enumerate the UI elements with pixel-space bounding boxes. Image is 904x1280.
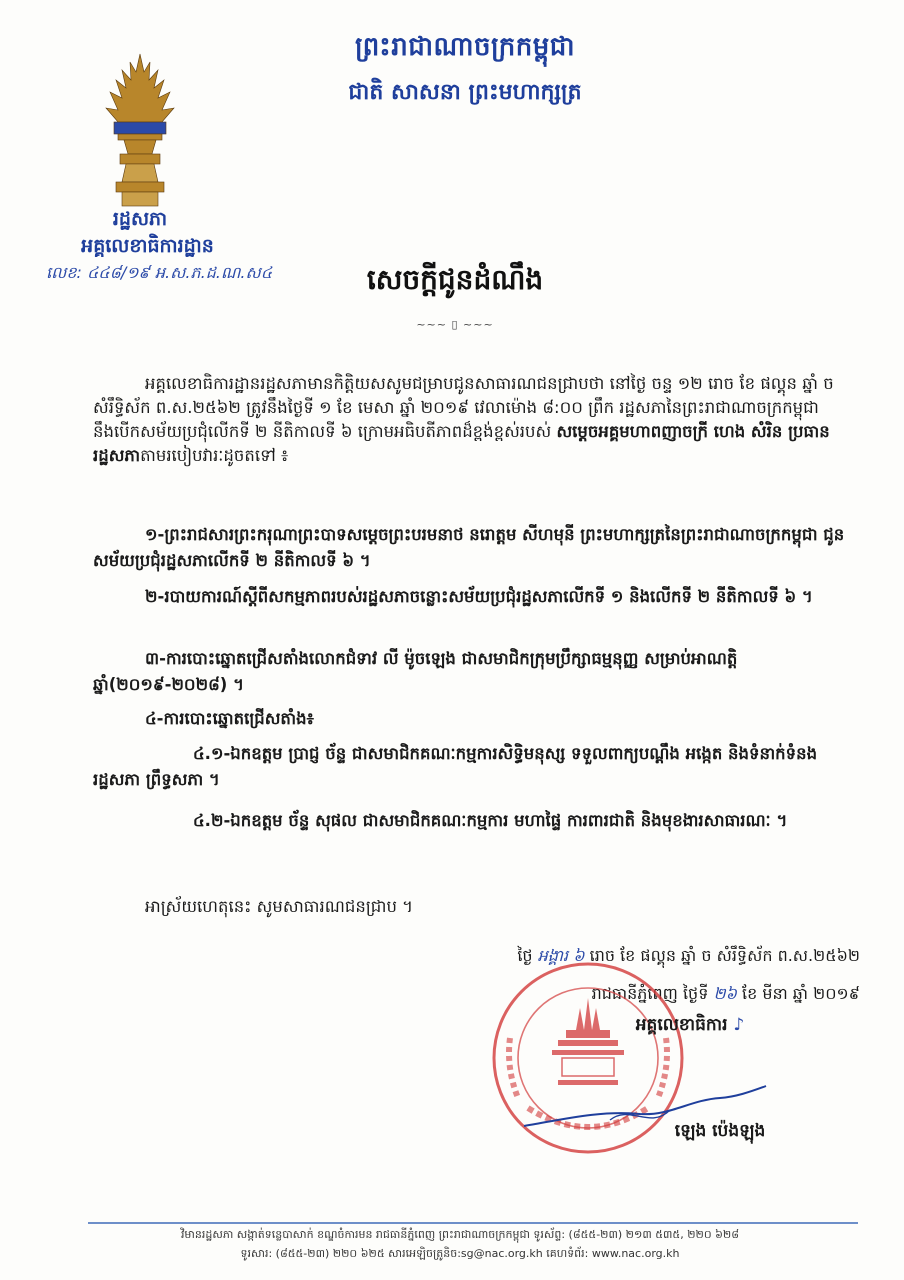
solar-day: ២៦ xyxy=(713,984,737,1003)
intro-ending: តាមរបៀបវារៈដូចតទៅ ៖ xyxy=(140,445,289,465)
footer-divider xyxy=(88,1222,858,1224)
lunar-weekday: អង្គារ xyxy=(537,946,569,965)
kingdom-heading: ព្រះរាជាណាចក្រកម្ពុជា xyxy=(355,32,575,62)
institution-department: អគ្គលេខាធិការដ្ឋាន xyxy=(81,235,214,257)
reference-number: លេខ: ៤៤៨/១៩ អ.ស.ភ.ដ.ណ.ស៤ xyxy=(46,263,273,282)
institution-name: រដ្ឋសភា xyxy=(112,208,168,230)
intro-text: អគ្គលេខាធិការដ្ឋានរដ្ឋសភាមានកិត្តិយសសូមជម្រាបជូនសាធារណជនជ្រាបថា នៅថ្ងៃ ចន្ទ ១២ រោច ខែ ផល្គុន ឆ្នាំ ច សំរឹទ្ធិស័ក ព.ស.២៥៦២ ត្រូវនឹងថ្ងៃទី ១ ខែ មេសា ឆ្នាំ ២០១៩ វេលាម៉ោង ៨:០០ ព្រឹក រដ្ឋសភានៃព្រះរាជាណាចក្រកម្ពុជា នឹងបើកសម័យប្រជុំលើកទី ២ នីតិកាលទី ៦ ក្រោមអធិបតីភាពដ៏ខ្ពង់ខ្ពស់របស់ xyxy=(93,374,834,441)
initials-mark: ♪ xyxy=(733,1015,745,1035)
lunar-rest: រោច ខែ ផល្គុន ឆ្នាំ ច សំរឹទ្ធិស័ក ព.ស.២៥៦២ xyxy=(589,946,860,965)
signatory-title xyxy=(600,1014,780,1039)
solar-rest: ខែ មីនា ឆ្នាំ ២០១៩ xyxy=(742,984,860,1003)
agenda-item-4-1: ៤.១-ឯកឧត្តម ប្រាជ្ញ ច័ន្ទ ជាសមាជិកគណៈកម្មការសិទ្ធិមនុស្ស ទទួលពាក្យបណ្ដឹង អង្កេត និងទំនាក់ទំនងរដ្ឋសភា ព្រឹទ្ធសភា ។ xyxy=(93,744,818,789)
agenda-item-2: ២-របាយការណ៍ស្ដីពីសកម្មភាពរបស់រដ្ឋសភាចន្លោះសម័យប្រជុំរដ្ឋសភាលើកទី ១ និងលើកទី ២ នីតិកាលទី ៦ ។ xyxy=(145,587,813,606)
agenda-item-3: ៣-ការបោះឆ្នោតជ្រើសតាំងលោកជំទាវ លី ម៉ូចឡេង ជាសមាជិកក្រុមប្រឹក្សាធម្មនុញ្ញ សម្រាប់អាណត្តិ ឆ្នាំ(២០១៩-២០២៨) ។ xyxy=(93,649,738,694)
footer-contact: ទូរសារ: (៨៥៥-២៣) ២២០ ៦២៥ សារអេឡិចត្រូនិច:sg@nac.org.kh គេហទំព័រ: www.nac.org.kh xyxy=(240,1247,680,1260)
document-title: សេចក្ដីជូនដំណឹង xyxy=(366,263,544,296)
lunar-day: ៦ xyxy=(573,946,585,965)
lunar-prefix: ថ្ងៃ xyxy=(517,946,533,965)
signatory-name: ឡេង ប៉េងឡុង xyxy=(674,1121,766,1141)
intro-president-name: សម្ដេចអគ្គមហាពញាចក្រី ហេង សំរិន ប្រធានរដ្ឋសភា xyxy=(93,421,830,465)
national-assembly-emblem-icon xyxy=(100,52,180,210)
footer-address: វិមានរដ្ឋសភា សង្កាត់ទន្លេបាសាក់ ខណ្ឌចំការមន រាជធានីភ្នំពេញ ព្រះរាជាណាចក្រកម្ពុជា ទូរស័ព្ទ: (៨៥៥-២៣) ២១៣ ៥៣៥, ២២០ ៦២៨ xyxy=(180,1228,740,1241)
signatory-title-text: អគ្គលេខាធិការ xyxy=(635,1015,728,1035)
agenda-item-4: ៤-ការបោះឆ្នោតជ្រើសតាំង៖ xyxy=(145,709,314,728)
intro-paragraph xyxy=(93,372,848,468)
closing-sentence: អាស្រ័យហេតុនេះ សូមសាធារណជនជ្រាប ។ xyxy=(145,897,414,916)
agenda-item-4-2: ៤.២-ឯកឧត្តម ច័ន្ទ សុផល ជាសមាជិកគណៈកម្មការ មហាផ្ទៃ ការពារជាតិ និងមុខងារសាធារណៈ ។ xyxy=(193,811,788,830)
solar-prefix: រាជធានីភ្នំពេញ ថ្ងៃទី xyxy=(591,984,709,1003)
national-motto: ជាតិ សាសនា ព្រះមហាក្សត្រ xyxy=(348,80,582,105)
agenda-item-1: ១-ព្រះរាជសារព្រះករុណាព្រះបាទសម្ដេចព្រះបរមនាថ នរោត្តម សីហមុនី ព្រះមហាក្សត្រនៃព្រះរាជាណាចក្រកម្ពុជា ជូនសម័យប្រជុំរដ្ឋសភាលើកទី ២ នីតិកាលទី ៦ ។ xyxy=(93,525,845,570)
title-ornament: ~~~ ▯ ~~~ xyxy=(416,318,494,331)
